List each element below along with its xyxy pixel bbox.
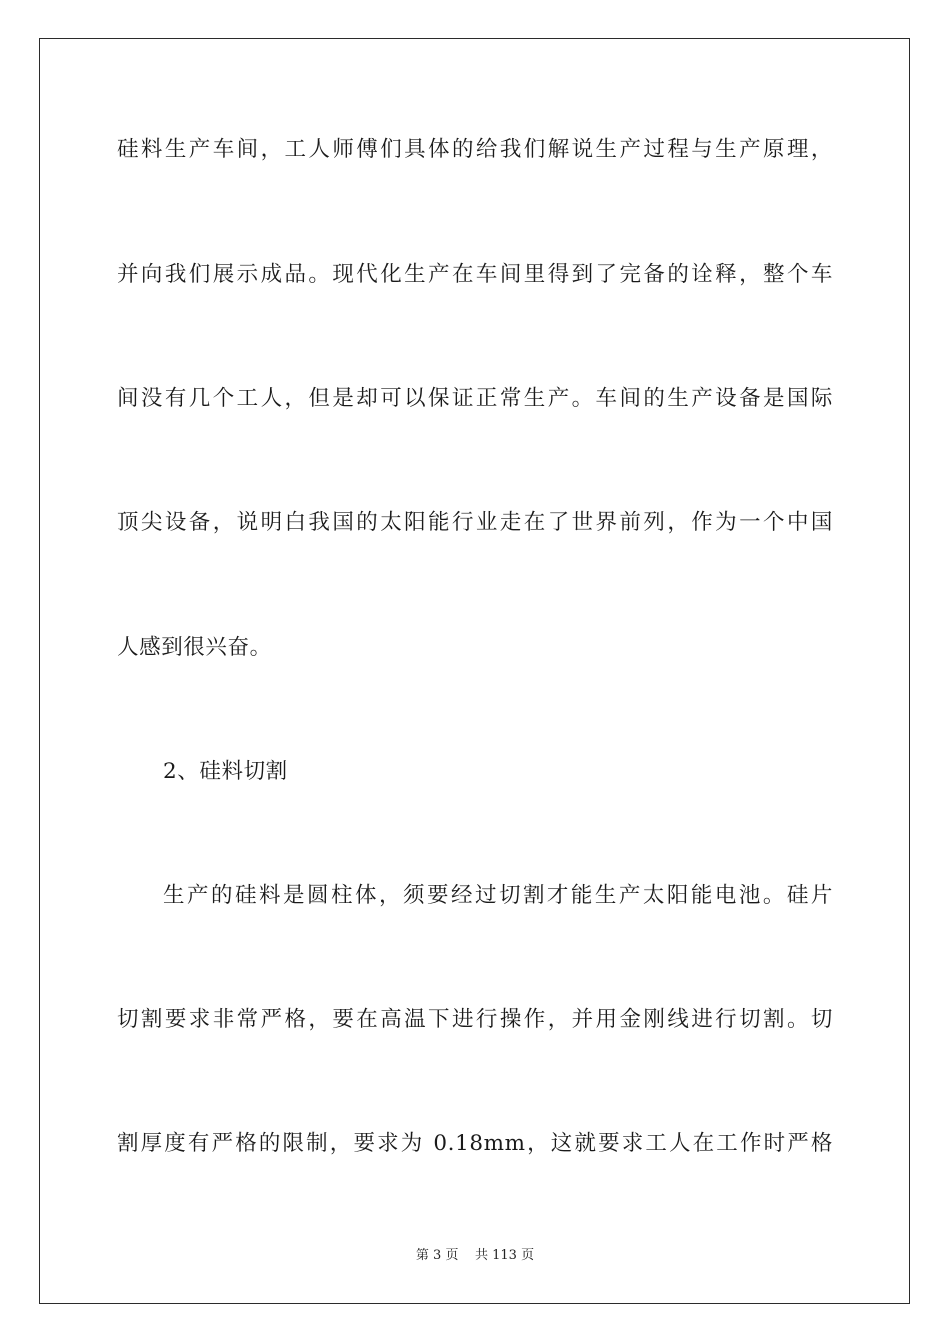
body-line-8: 切割要求非常严格，要在高温下进行操作，并用金刚线进行切割。切 xyxy=(117,1007,833,1032)
page-total: 共 113 页 xyxy=(475,1248,535,1263)
section-heading: 2、硅料切割 xyxy=(163,759,288,784)
page-number: 第 3 页 xyxy=(415,1248,459,1263)
body-line-1: 硅料生产车间，工人师傅们具体的给我们解说生产过程与生产原理， xyxy=(117,137,833,162)
body-line-3: 间没有几个工人，但是却可以保证正常生产。车间的生产设备是国际 xyxy=(117,386,833,411)
body-line-9: 割厚度有严格的限制，要求为 0.18mm，这就要求工人在工作时严格 xyxy=(117,1131,833,1156)
body-line-2: 并向我们展示成品。现代化生产在车间里得到了完备的诠释，整个车 xyxy=(117,262,833,287)
body-line-5: 人感到很兴奋。 xyxy=(117,635,272,660)
page-frame xyxy=(39,38,910,1304)
page-footer xyxy=(0,1248,950,1264)
body-line-4: 顶尖设备，说明白我国的太阳能行业走在了世界前列，作为一个中国 xyxy=(117,510,833,535)
body-line-7: 生产的硅料是圆柱体，须要经过切割才能生产太阳能电池。硅片 xyxy=(163,883,833,908)
